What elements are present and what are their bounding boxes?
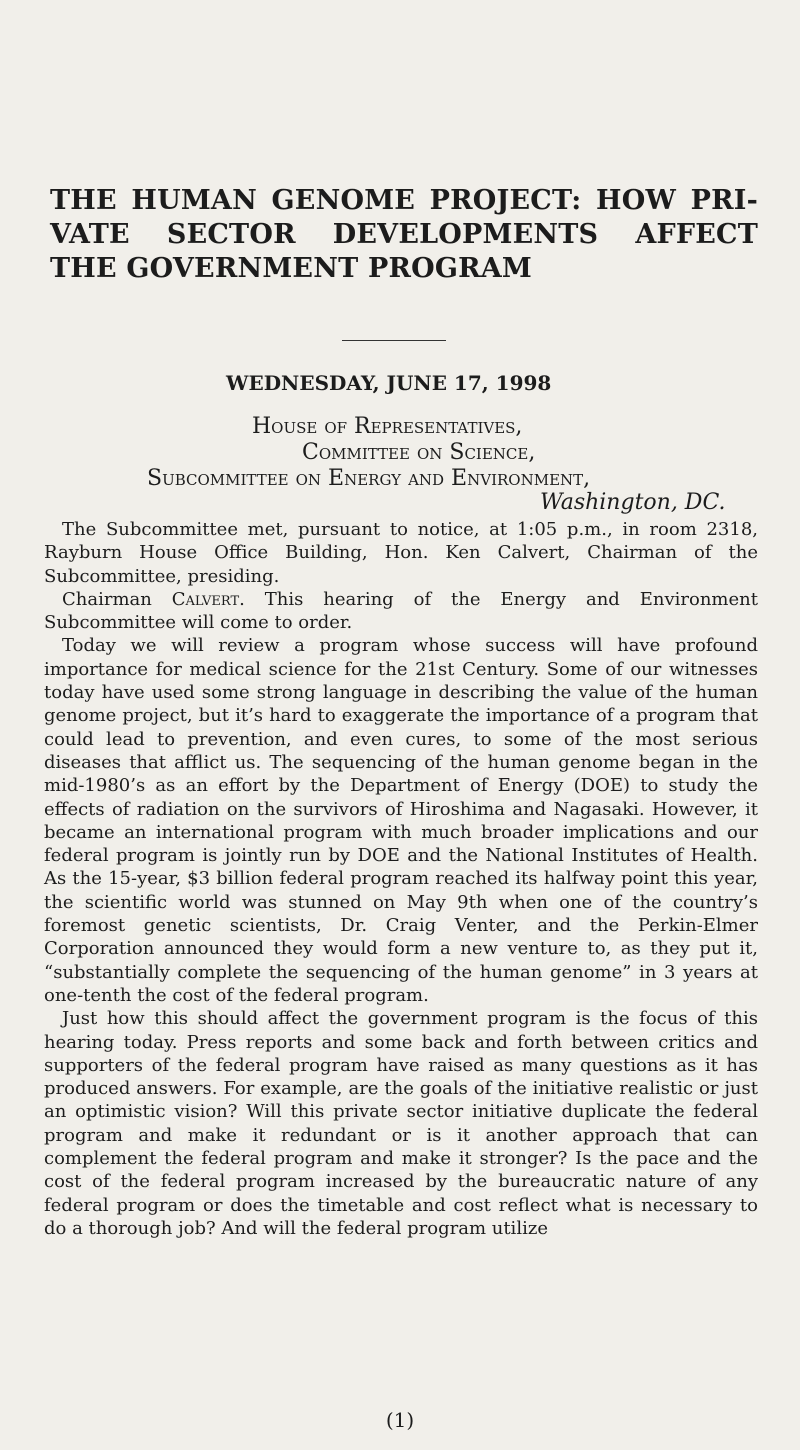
committee-name: Committee on Science,	[302, 440, 536, 465]
paragraph-hearing-focus: Just how this should affect the government program is the focus of this hearing today. Press reports and some back and forth between critics and supporters of the federal program have raised as many questions as it has produced answers. For example, are the goals of the initiative realistic or just an optimistic vision? Will this private sector initiative duplicate the federal program and make it redundant or is it another approach that can complement the federal program and make it stronger? Is the pace and the cost of the federal program increased by the bureaucratic nature of any federal program or does the timetable and cost reflect what is necessary to do a thorough job? And will the federal program utilize	[44, 1008, 758, 1239]
paragraph-chairman-opening	[44, 588, 758, 635]
hearing-title	[50, 184, 758, 286]
opening-remark: . This hearing of the Energy and Environment Subcommittee will come to order.	[44, 588, 758, 634]
speaker-title: Chairman	[62, 588, 152, 610]
title-line-2: VATE SECTOR DEVELOPMENTS AFFECT	[50, 219, 758, 250]
house-name: House of Representatives,	[252, 414, 523, 439]
paragraph-program-review: Today we will review a program whose success will have profound importance for medical science for the 21st Century. Some of our witnesses today have used some strong language in describing the value of the human genome project, but it’s hard to exaggerate the importance of a program that could lead to prevention, and even cures, to some of the most serious diseases that afflict us. The sequencing of the human genome began in the mid-1980’s as an effort by the Department of Energy (DOE) to study the effects of radiation on the survivors of Hiroshima and Nagasaki. However, it became an international program with much broader implications and our federal program is jointly run by DOE and the National Institutes of Health. As the 15-year, $3 billion federal program reached its halfway point this year, the scientific world was stunned on May 9th when one of the country’s foremost genetic scientists, Dr. Craig Venter, and the Perkin-Elmer Corporation announced they would form a new venture to, as they put it, “substantially complete the sequencing of the human genome” in 3 years at one-tenth the cost of the federal program.	[44, 635, 758, 1006]
paragraph-meeting-called: The Subcommittee met, pursuant to notice, at 1:05 p.m., in room 2318, Rayburn House Office Building, Hon. Ken Calvert, Chairman of the Subcommittee, presiding.	[44, 519, 758, 587]
title-line-1: THE HUMAN GENOME PROJECT: HOW PRI-	[50, 185, 758, 216]
page-number: (1)	[385, 1408, 415, 1432]
title-line-3: THE GOVERNMENT PROGRAM	[50, 253, 532, 284]
hearing-date: WEDNESDAY, JUNE 17, 1998	[226, 371, 552, 395]
speaker-name: Calvert	[171, 588, 240, 610]
hearing-body-text	[44, 518, 758, 1240]
title-divider	[342, 340, 446, 341]
hearing-location: Washington, DC.	[540, 490, 726, 515]
subcommittee-name: Subcommittee on Energy and Environment,	[147, 466, 591, 491]
